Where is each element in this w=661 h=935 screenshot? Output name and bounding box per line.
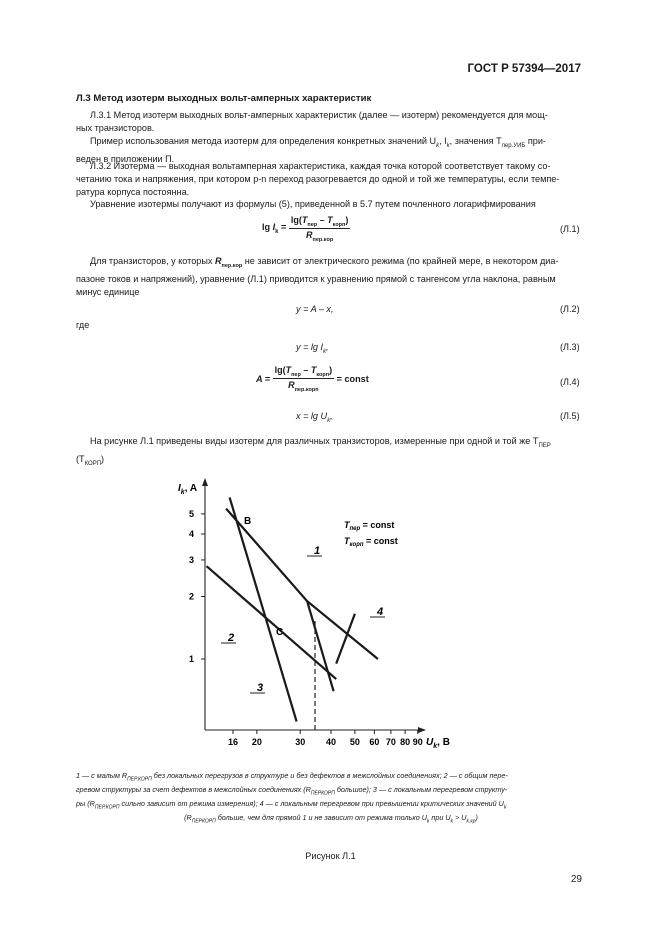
p2-text-b: , I bbox=[439, 136, 447, 146]
equation-l1: $\lg I_k$ = $\frac{\lg(T_{пер} - T_{корп})}{R_{пер.кор}}$ bbox=[262, 215, 349, 243]
cap2-sub: ПЕРКОРП bbox=[310, 790, 335, 797]
eq4-tper: T bbox=[285, 365, 292, 375]
equation-l2: y = A – x, bbox=[296, 304, 334, 314]
p5-text-a: Для транзисторов, у которых bbox=[90, 256, 215, 266]
p3-line-3: ратура корпуса постоянна. bbox=[76, 187, 190, 198]
p5-r: R bbox=[214, 256, 222, 266]
paragraph-4: Уравнение изотермы получают из формулы (5), приведенной в 5.7 путем почленного логарифмирования bbox=[90, 199, 536, 209]
cap3-sub: ПЕР.КОРП bbox=[94, 804, 120, 811]
curve-label-2: 2 bbox=[228, 632, 235, 644]
cap4-a: (R bbox=[184, 812, 192, 822]
caption-line-2 bbox=[76, 785, 586, 799]
cap4-b: больше, чем для прямой 1 и не зависит от режима только U bbox=[215, 812, 427, 822]
eq4-tper-sub: пер bbox=[291, 371, 301, 378]
eq1-tkorp-sub: корп bbox=[332, 221, 346, 228]
p3-line-1: Л.3.2 Изотерма — выходная вольтамперная характеристика, каждая точка которой соответствует такому со- bbox=[90, 161, 551, 171]
x-tick-label: 30 bbox=[295, 737, 306, 747]
cap1-a: 1 — с малым R bbox=[76, 771, 128, 780]
cap4-sub2: k bbox=[426, 817, 430, 824]
eq1-tper-sub: пер bbox=[307, 221, 318, 228]
p6-l2: (T bbox=[76, 454, 85, 465]
x-tick-label: 20 bbox=[251, 737, 262, 747]
legend-tper: $T_{пер}$ = const bbox=[344, 520, 395, 532]
eq4-r: R bbox=[288, 379, 295, 390]
series-line-4 bbox=[307, 601, 334, 691]
cap4-sub: ПЕРКОРП bbox=[191, 817, 216, 824]
eq5-tail: , bbox=[330, 411, 333, 421]
cap4-sub4: k.кр bbox=[466, 817, 476, 824]
p2-text-d: при- bbox=[525, 136, 546, 146]
p5-rsub: пер.кор bbox=[221, 262, 243, 269]
eq1-tkorp: – T bbox=[317, 215, 333, 225]
p6-l2-sub: КОРП bbox=[84, 460, 102, 467]
p3-line-2: четанию тока и напряжения, при котором p-n переход разогревается до одной и той же температуры, если темпе- bbox=[76, 174, 560, 185]
cap1-b: без локальных перегрузов в структуре и без дефектов в межслойных соединениях; 2 — с общим пере- bbox=[151, 771, 508, 780]
eq-no-3: (Л.3) bbox=[560, 342, 580, 352]
y-tick-label: 3 bbox=[188, 554, 194, 565]
x-tick-label: 90 bbox=[412, 737, 423, 747]
eq4-tkorp-sub: корп bbox=[316, 371, 330, 378]
p6-l2-end: ) bbox=[101, 454, 105, 465]
p6-sub: ПЕР bbox=[538, 442, 551, 449]
equation-l4: A = $\frac{\lg(T_{пер} - T_{корп})}{R_{пер.корп}}$ = const bbox=[256, 365, 369, 393]
eq4-tail: = const bbox=[336, 373, 369, 384]
cap4-d: > U bbox=[453, 812, 467, 822]
eq4-lg: lg bbox=[274, 365, 283, 375]
cap3-a: ры (R bbox=[76, 798, 95, 808]
x-tick-label: 16 bbox=[227, 737, 239, 747]
figure-title: Рисунок Л.1 bbox=[305, 851, 356, 861]
cap4-end: ) bbox=[475, 812, 478, 822]
p5-line-3: минус единице bbox=[76, 287, 140, 298]
where-label: где bbox=[76, 320, 90, 330]
series-line-2 bbox=[207, 566, 337, 679]
eq1-tper: T bbox=[301, 215, 308, 225]
p5-text-b: не зависит от электрического режима (по крайней мере, в некотором диа- bbox=[242, 256, 559, 266]
section-title: Л.3 Метод изотерм выходных вольт-амперных характеристик bbox=[76, 93, 372, 104]
eq4-tkorp: – T bbox=[300, 365, 317, 375]
page-number: 29 bbox=[570, 874, 582, 885]
p2-text-a: Пример использования метода изотерм для определения конкретных значений U bbox=[90, 136, 437, 146]
p2-line-1: Пример использования метода изотерм для определения конкретных значений $U_k$, $I_k$, значения $T_{пер.УИБ}$ при- bbox=[90, 136, 546, 149]
x-tick-label: 70 bbox=[385, 737, 396, 747]
cap2-a: гревом структуры за счет дефектов в межслойных соединениях (R bbox=[76, 784, 311, 794]
cap1-sub: ПЕР.КОРП bbox=[127, 776, 152, 783]
curve-label-4: 4 bbox=[377, 606, 384, 618]
p5-line-2: пазоне токов и напряжений), уравнение (Л.1) приводится к уравнению прямой с тангенсом угла наклона, равным bbox=[76, 274, 556, 285]
eq4-lhs: A = bbox=[256, 373, 271, 384]
eq1-r-sub: пер.кор bbox=[312, 236, 334, 243]
cap4-c: при U bbox=[429, 812, 451, 822]
curve-label-1: 1 bbox=[314, 545, 321, 557]
x-tick-label: 40 bbox=[325, 737, 337, 747]
eq5-sub: k bbox=[327, 417, 331, 424]
y-axis-arrow bbox=[202, 478, 208, 486]
p2-line-2: веден в приложении П. bbox=[76, 154, 175, 165]
y-tick-label: 5 bbox=[188, 508, 194, 519]
curve-label-3: 3 bbox=[257, 682, 264, 694]
x-tick-label: 60 bbox=[369, 737, 380, 747]
eq-no-4: (Л.4) bbox=[560, 377, 580, 387]
y-tick-label: 2 bbox=[188, 591, 194, 602]
p6-text: На рисунке Л.1 приведены виды изотерм для различных транзисторов, измеренные при одной и той же T bbox=[90, 436, 539, 446]
cap3-b: сильно зависит от режима измерения); 4 — с локальным перегревом при превышении критических значений U bbox=[119, 798, 504, 808]
eq3-text: y = lg I bbox=[296, 342, 324, 352]
cap4-sub3: k bbox=[450, 817, 454, 824]
p1-line-1: Л.3.1 Метод изотерм выходных вольт-амперных характеристик (далее — изотерм) рекомендуется для мощ- bbox=[90, 110, 548, 120]
eq1-lg: lg bbox=[290, 215, 299, 225]
caption-line-4 bbox=[76, 813, 586, 827]
eq-no-5: (Л.5) bbox=[560, 411, 580, 421]
cap3-sub2: k bbox=[503, 804, 507, 811]
caption-line-1 bbox=[76, 771, 586, 785]
x-tick-label: 50 bbox=[349, 737, 360, 747]
y-axis-label: $I_k$, A bbox=[178, 483, 198, 496]
p2-sub: пер.УИБ bbox=[501, 142, 526, 149]
p2-text-c: , значения T bbox=[449, 136, 502, 146]
eq4-r-sub: пер.корп bbox=[294, 386, 319, 393]
eq5-text: x = lg U bbox=[296, 411, 328, 421]
point-label-c: C bbox=[276, 627, 284, 638]
eq1-r: R bbox=[306, 229, 313, 240]
legend-tkorp: $T_{корп}$ = const bbox=[344, 536, 398, 548]
figure-caption bbox=[76, 771, 586, 826]
eq3-sub: k bbox=[323, 348, 327, 355]
x-tick-label: 80 bbox=[400, 737, 411, 747]
point-label-b: B bbox=[244, 516, 252, 527]
x-axis-label: $U_k$, B bbox=[426, 737, 450, 750]
cap2-b: большое); 3 — с локальным перегревом структу- bbox=[334, 784, 508, 794]
standard-header: ГОСТ Р 57394—2017 bbox=[467, 63, 581, 75]
x-axis-arrow bbox=[418, 727, 426, 733]
eq-no-1: (Л.1) bbox=[560, 224, 580, 234]
y-tick-label: 1 bbox=[188, 654, 194, 664]
y-tick-label: 4 bbox=[188, 529, 194, 539]
eq-no-2: (Л.2) bbox=[560, 304, 580, 314]
eq3-tail: , bbox=[326, 342, 329, 352]
caption-line-3 bbox=[76, 799, 586, 813]
p1-line-2: ных транзисторов. bbox=[76, 123, 155, 134]
